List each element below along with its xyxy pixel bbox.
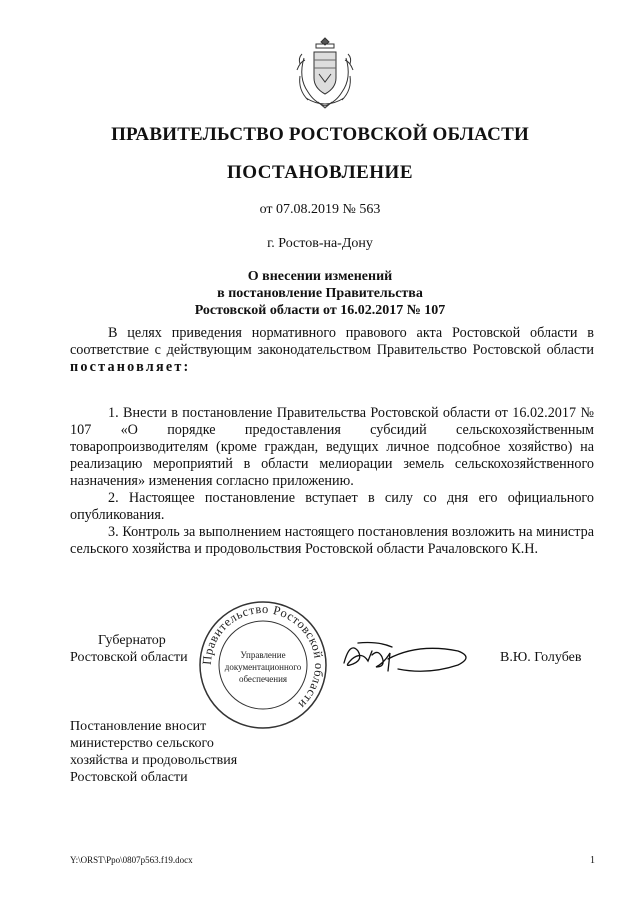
submitted-by-line-1: Постановление вносит [70,719,207,734]
subject-line-3: Ростовской области от 16.02.2017 № 107 [194,303,446,318]
signatory-title [70,632,188,666]
submitted-by-line-3: хозяйства и продовольствия [70,753,238,768]
stamp-inner-line-3: обеспечения [238,674,288,684]
decree-item-2: 2. Настоящее постановление вступает в силу со дня его официального опубликования. [70,490,594,523]
intro-text: В целях приведения нормативного правового акта Ростовской области в соответствие с действующим законодательством Правительство Ростовской области [70,325,594,358]
submitted-by-line-4: Ростовской области [70,770,188,785]
submitted-by-block [70,718,237,786]
stamp-inner-line-2: документационного [224,662,302,672]
decree-item-1: 1. Внести в постановление Правительства Ростовской области от 16.02.2017 № 107 «О порядке предоставления субсидий сельскохозяйственным товаропроизводителям (кроме граждан, ведущих личное подсобное хозяйство) на реализацию мероприятий в области мелиорации земель сельскохозяйственного назначения» изменения согласно приложению. [70,405,594,489]
government-name: ПРАВИТЕЛЬСТВО РОСТОВСКОЙ ОБЛАСТИ [111,124,529,145]
signatory-name: В.Ю. Голубев [500,650,582,665]
footer-file-path: Y:\ORST\Ppo\0807p563.f19.docx [70,855,193,865]
document-type: ПОСТАНОВЛЕНИЕ [226,162,414,183]
decree-item-3: 3. Контроль за выполнением настоящего постановления возложить на министра сельского хозяйства и продовольствия Ростовской области Рачаловского К.Н. [70,524,594,557]
intro-paragraph [70,325,594,376]
document-subject [0,268,640,319]
signatory-title-line-1: Губернатор [98,633,166,648]
signatory-title-line-2: Ростовской области [70,650,188,665]
document-date-number: от 07.08.2019 № 563 [259,202,381,217]
submitted-by-line-2: министерство сельского [70,736,214,751]
stamp-inner-line-1: Управление [240,650,286,660]
decree-word: постановляет: [70,359,191,375]
subject-line-1: О внесении изменений [247,269,393,284]
official-stamp [198,600,328,730]
footer-page-number: 1 [590,855,595,866]
document-city: г. Ростов-на-Дону [267,236,373,251]
stamp-outer-text: Правительство Ростовской области [199,601,327,712]
handwritten-signature [338,633,478,681]
subject-line-2: в постановление Правительства [217,286,423,301]
decree-items [70,405,594,558]
rostov-coat-of-arms-icon [296,36,354,112]
